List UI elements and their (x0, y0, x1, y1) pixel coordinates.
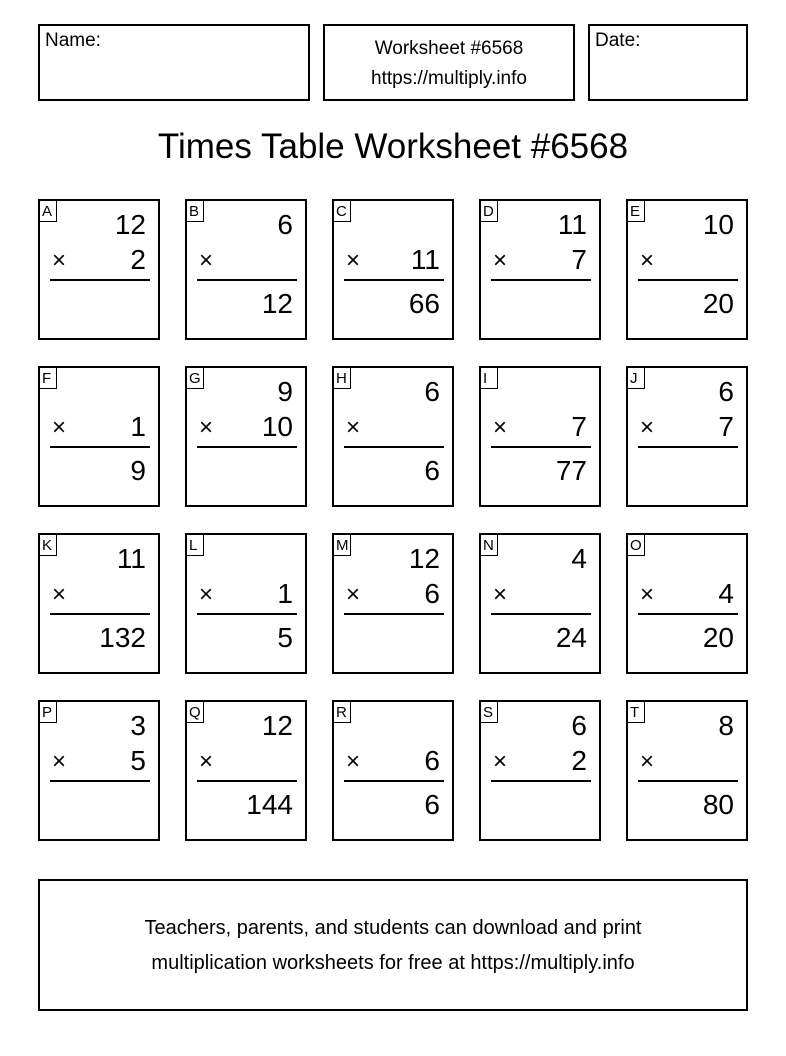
multiplicand: 12 (114, 209, 146, 240)
answer-rule (50, 780, 150, 782)
problem-g (185, 366, 307, 507)
problem-label: J (628, 368, 645, 389)
problem-b (185, 199, 307, 340)
problem-label: M (334, 535, 351, 556)
problem-label: D (481, 201, 498, 222)
answer-rule (491, 446, 591, 448)
name-label: Name: (45, 30, 101, 51)
answer-rule (638, 279, 738, 281)
multiplicand: 11 (557, 209, 587, 240)
problem-m (332, 533, 454, 674)
product: 80 (702, 789, 734, 820)
problem-r (332, 700, 454, 841)
times-sign: × (640, 247, 655, 274)
times-sign: × (199, 414, 214, 441)
problem-label: K (40, 535, 57, 556)
footer-box (38, 879, 748, 1011)
problem-d (479, 199, 601, 340)
product: 12 (261, 288, 293, 319)
answer-rule (638, 613, 738, 615)
multiplicand: 6 (277, 209, 293, 240)
times-sign: × (640, 414, 655, 441)
multiplier: 2 (571, 745, 587, 776)
multiplicand: 3 (130, 710, 146, 741)
product: 24 (555, 622, 587, 653)
problem-f (38, 366, 160, 507)
problem-label: P (40, 702, 57, 723)
times-sign: × (493, 748, 508, 775)
multiplier: 6 (424, 578, 440, 609)
multiplicand: 6 (718, 376, 734, 407)
problem-label: H (334, 368, 351, 389)
answer-rule (344, 279, 444, 281)
problem-label: R (334, 702, 351, 723)
problem-label: I (481, 368, 498, 389)
date-label: Date: (595, 30, 641, 51)
answer-rule (491, 279, 591, 281)
site-url: https://multiply.info (371, 68, 527, 89)
problem-label: L (187, 535, 204, 556)
problem-c (332, 199, 454, 340)
answer-rule (344, 780, 444, 782)
problem-p (38, 700, 160, 841)
footer-line-1: Teachers, parents, and students can download and print (144, 917, 642, 939)
times-sign: × (493, 247, 508, 274)
problem-label: F (40, 368, 57, 389)
multiplicand: 12 (408, 543, 440, 574)
times-sign: × (52, 414, 67, 441)
product: 132 (99, 622, 146, 653)
multiplicand: 8 (718, 710, 734, 741)
problem-label: A (40, 201, 57, 222)
problem-label: O (628, 535, 645, 556)
times-sign: × (640, 748, 655, 775)
multiplicand: 11 (116, 543, 146, 574)
answer-rule (344, 613, 444, 615)
multiplicand: 12 (261, 710, 293, 741)
multiplier: 7 (571, 244, 587, 275)
problem-label: E (628, 201, 645, 222)
times-sign: × (640, 581, 655, 608)
times-sign: × (199, 748, 214, 775)
multiplicand: 9 (277, 376, 293, 407)
problem-label: Q (187, 702, 204, 723)
times-sign: × (346, 247, 361, 274)
multiplier: 1 (130, 411, 146, 442)
times-sign: × (52, 247, 67, 274)
answer-rule (50, 613, 150, 615)
times-sign: × (346, 414, 361, 441)
problem-label: T (628, 702, 645, 723)
problem-t (626, 700, 748, 841)
page-title: Times Table Worksheet #6568 (157, 127, 629, 166)
times-sign: × (199, 247, 214, 274)
product: 6 (424, 789, 440, 820)
problem-label: S (481, 702, 498, 723)
multiplier: 7 (718, 411, 734, 442)
problem-n (479, 533, 601, 674)
product: 5 (277, 622, 293, 653)
answer-rule (491, 780, 591, 782)
times-sign: × (52, 748, 67, 775)
answer-rule (197, 446, 297, 448)
answer-rule (638, 780, 738, 782)
times-sign: × (493, 581, 508, 608)
multiplier: 6 (424, 745, 440, 776)
problem-label: N (481, 535, 498, 556)
product: 77 (555, 455, 587, 486)
problem-e (626, 199, 748, 340)
problem-h (332, 366, 454, 507)
times-sign: × (346, 581, 361, 608)
multiplicand: 10 (702, 209, 734, 240)
product: 20 (702, 288, 734, 319)
times-sign: × (346, 748, 361, 775)
answer-rule (197, 780, 297, 782)
problem-label: C (334, 201, 351, 222)
times-sign: × (199, 581, 214, 608)
multiplier: 2 (130, 244, 146, 275)
answer-rule (491, 613, 591, 615)
multiplier: 1 (277, 578, 293, 609)
problem-label: G (187, 368, 204, 389)
multiplicand: 4 (571, 543, 587, 574)
product: 20 (702, 622, 734, 653)
product: 6 (424, 455, 440, 486)
multiplier: 4 (718, 578, 734, 609)
problem-j (626, 366, 748, 507)
multiplier: 7 (571, 411, 587, 442)
footer-line-2: multiplication worksheets for free at https://multiply.info (151, 952, 635, 974)
problem-o (626, 533, 748, 674)
multiplier: 5 (130, 745, 146, 776)
multiplier: 11 (410, 244, 440, 275)
problem-a (38, 199, 160, 340)
product: 9 (130, 455, 146, 486)
problem-q (185, 700, 307, 841)
answer-rule (638, 446, 738, 448)
problem-label: B (187, 201, 204, 222)
answer-rule (197, 279, 297, 281)
answer-rule (50, 279, 150, 281)
answer-rule (50, 446, 150, 448)
multiplicand: 6 (571, 710, 587, 741)
problem-l (185, 533, 307, 674)
problem-k (38, 533, 160, 674)
multiplier: 10 (261, 411, 293, 442)
multiplicand: 6 (424, 376, 440, 407)
problem-i (479, 366, 601, 507)
product: 144 (246, 789, 293, 820)
times-sign: × (52, 581, 67, 608)
answer-rule (344, 446, 444, 448)
answer-rule (197, 613, 297, 615)
product: 66 (408, 288, 440, 319)
times-sign: × (493, 414, 508, 441)
worksheet-id: Worksheet #6568 (374, 38, 524, 59)
problem-s (479, 700, 601, 841)
